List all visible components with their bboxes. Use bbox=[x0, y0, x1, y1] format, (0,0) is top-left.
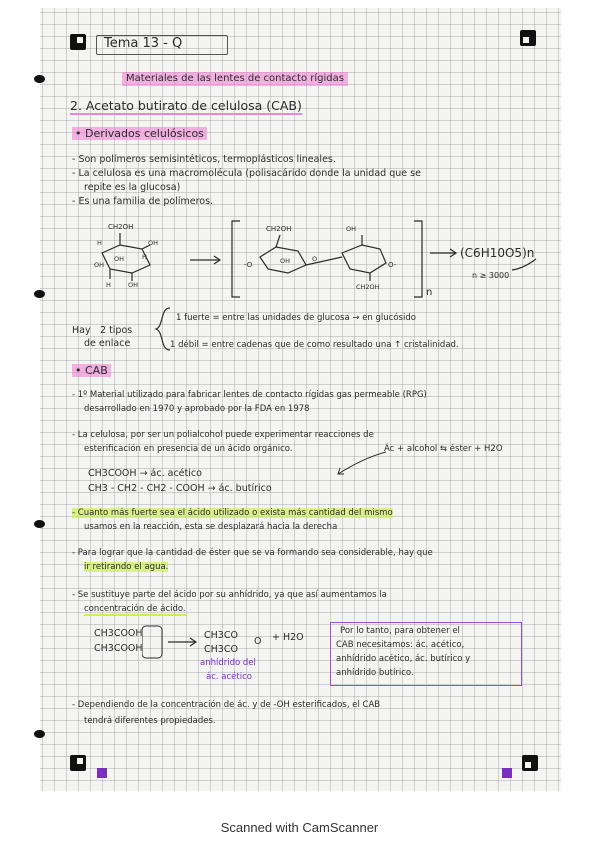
cellulose-formula: (C6H10O5)n bbox=[460, 246, 535, 260]
cab-paragraph: - La celulosa, por ser un polialcohol puede experimentar reacciones de bbox=[72, 430, 374, 440]
note-arrow-icon bbox=[330, 450, 390, 480]
closing-line: tendrá diferentes propiedades. bbox=[84, 716, 216, 726]
purple-square-icon bbox=[97, 768, 107, 778]
conclusion-line: anhídrido butírico. bbox=[336, 668, 414, 678]
n-subscript: n bbox=[426, 287, 433, 298]
oh-label: OH bbox=[128, 281, 139, 289]
link-strong: 1 fuerte = entre las unidades de glucosa → en glucósido bbox=[176, 313, 416, 323]
derivados-bullet: repite es la glucosa) bbox=[84, 182, 181, 193]
oxygen-bridge: O bbox=[254, 636, 262, 647]
h-label: H bbox=[106, 281, 111, 289]
purple-square-icon bbox=[502, 768, 512, 778]
corner-marker-icon bbox=[70, 755, 86, 771]
oh-label: OH bbox=[346, 225, 357, 233]
ch2oh-label: CH2OH bbox=[356, 283, 380, 291]
closing-line: - Dependiendo de la concentración de ác. y de -OH esterificados, el CAB bbox=[72, 700, 381, 710]
o-label: O- bbox=[388, 261, 397, 269]
derivados-bullet: - Es una familia de polímeros. bbox=[72, 196, 214, 207]
conclusion-line: Por lo tanto, para obtener el bbox=[340, 626, 460, 636]
cab-paragraph: desarrollado en 1970 y aprobado por la FDA en 1978 bbox=[84, 404, 310, 414]
ch2oh-label: CH2OH bbox=[266, 225, 292, 233]
cab-paragraph: - Para lograr que la cantidad de éster que se va formando sea considerable, hay que bbox=[72, 548, 433, 558]
oh-label: OH bbox=[280, 257, 291, 265]
page-title: Materiales de las lentes de contacto rígidas bbox=[122, 72, 348, 86]
reactant: CH3COOH bbox=[94, 643, 143, 654]
binder-hole bbox=[34, 290, 45, 298]
cab-paragraph: - Cuanto más fuerte sea el ácido utilizado o exista más cantidad del mismo bbox=[72, 508, 393, 518]
binder-hole bbox=[34, 75, 45, 83]
ch2oh-label: CH2OH bbox=[108, 223, 134, 231]
oh-label: OH bbox=[114, 255, 125, 263]
corner-marker-icon bbox=[520, 30, 536, 46]
conclusion-line: anhídrido acético, ác. butírico y bbox=[336, 654, 471, 664]
anhydride-label: anhídrido del bbox=[200, 658, 256, 668]
conclusion-line: CAB necesitamos: ác. acético, bbox=[336, 640, 465, 650]
water-product: + H2O bbox=[272, 632, 304, 643]
polymerization-degree: n ≥ 3000 bbox=[472, 271, 510, 280]
oh-label: OH bbox=[94, 261, 105, 269]
reactant: CH3COOH bbox=[94, 628, 143, 639]
cellulose-structure-diagram bbox=[80, 215, 560, 305]
hay-label: Hay bbox=[72, 325, 91, 336]
cab-paragraph: usamos en la reacción, esta se desplazará hacia la derecha bbox=[84, 522, 338, 532]
derivados-bullet: - Son polímeros semisintéticos, termoplásticos lineales. bbox=[72, 154, 336, 165]
product: CH3CO bbox=[204, 630, 238, 641]
esterification-note: Ác + alcohol ⇆ éster + H2O bbox=[384, 444, 503, 454]
cab-paragraph: - Se sustituye parte del ácido por su anhídrido, ya que así aumentamos la bbox=[72, 590, 387, 600]
binder-hole bbox=[34, 520, 45, 528]
o-label: O bbox=[312, 255, 318, 263]
tipos-label: 2 tipos bbox=[100, 325, 133, 336]
corner-marker-icon bbox=[70, 34, 86, 50]
section-heading: 2. Acetato butirato de celulosa (CAB) bbox=[70, 98, 302, 113]
reaction-arrow-icon bbox=[142, 624, 202, 664]
oh-label: OH bbox=[148, 239, 159, 247]
corner-marker-icon bbox=[522, 755, 538, 771]
cab-paragraph: concentración de ácido. bbox=[84, 604, 186, 616]
scanner-watermark: Scanned with CamScanner bbox=[220, 820, 379, 835]
topic-title: Tema 13 - Q bbox=[104, 36, 183, 51]
derivados-bullet: - La celulosa es una macromolécula (polisacárido donde la unidad que se bbox=[72, 168, 421, 179]
butyric-acid-formula: CH3 - CH2 - CH2 - COOH → ác. butírico bbox=[88, 483, 272, 494]
link-weak: 1 débil = entre cadenas que de como resultado una ↑ cristalinidad. bbox=[170, 340, 459, 350]
h-label: H bbox=[142, 253, 147, 261]
o-label: -O bbox=[244, 261, 253, 269]
cab-heading: • CAB bbox=[72, 364, 111, 377]
binder-hole bbox=[34, 730, 45, 738]
anhydride-label: ác. acético bbox=[206, 672, 252, 682]
acetic-acid-formula: CH3COOH → ác. acético bbox=[88, 468, 202, 479]
product: CH3CO bbox=[204, 644, 238, 655]
cab-paragraph: esterificación en presencia de un ácido orgánico. bbox=[84, 444, 293, 454]
cab-paragraph: - 1º Material utilizado para fabricar lentes de contacto rígidas gas permeable (RPG) bbox=[72, 390, 427, 400]
cab-paragraph: ir retirando el agua. bbox=[84, 562, 169, 572]
h-label: H bbox=[97, 239, 102, 247]
enlace-label: de enlace bbox=[84, 338, 131, 349]
derivados-heading: • Derivados celulósicos bbox=[72, 127, 207, 140]
